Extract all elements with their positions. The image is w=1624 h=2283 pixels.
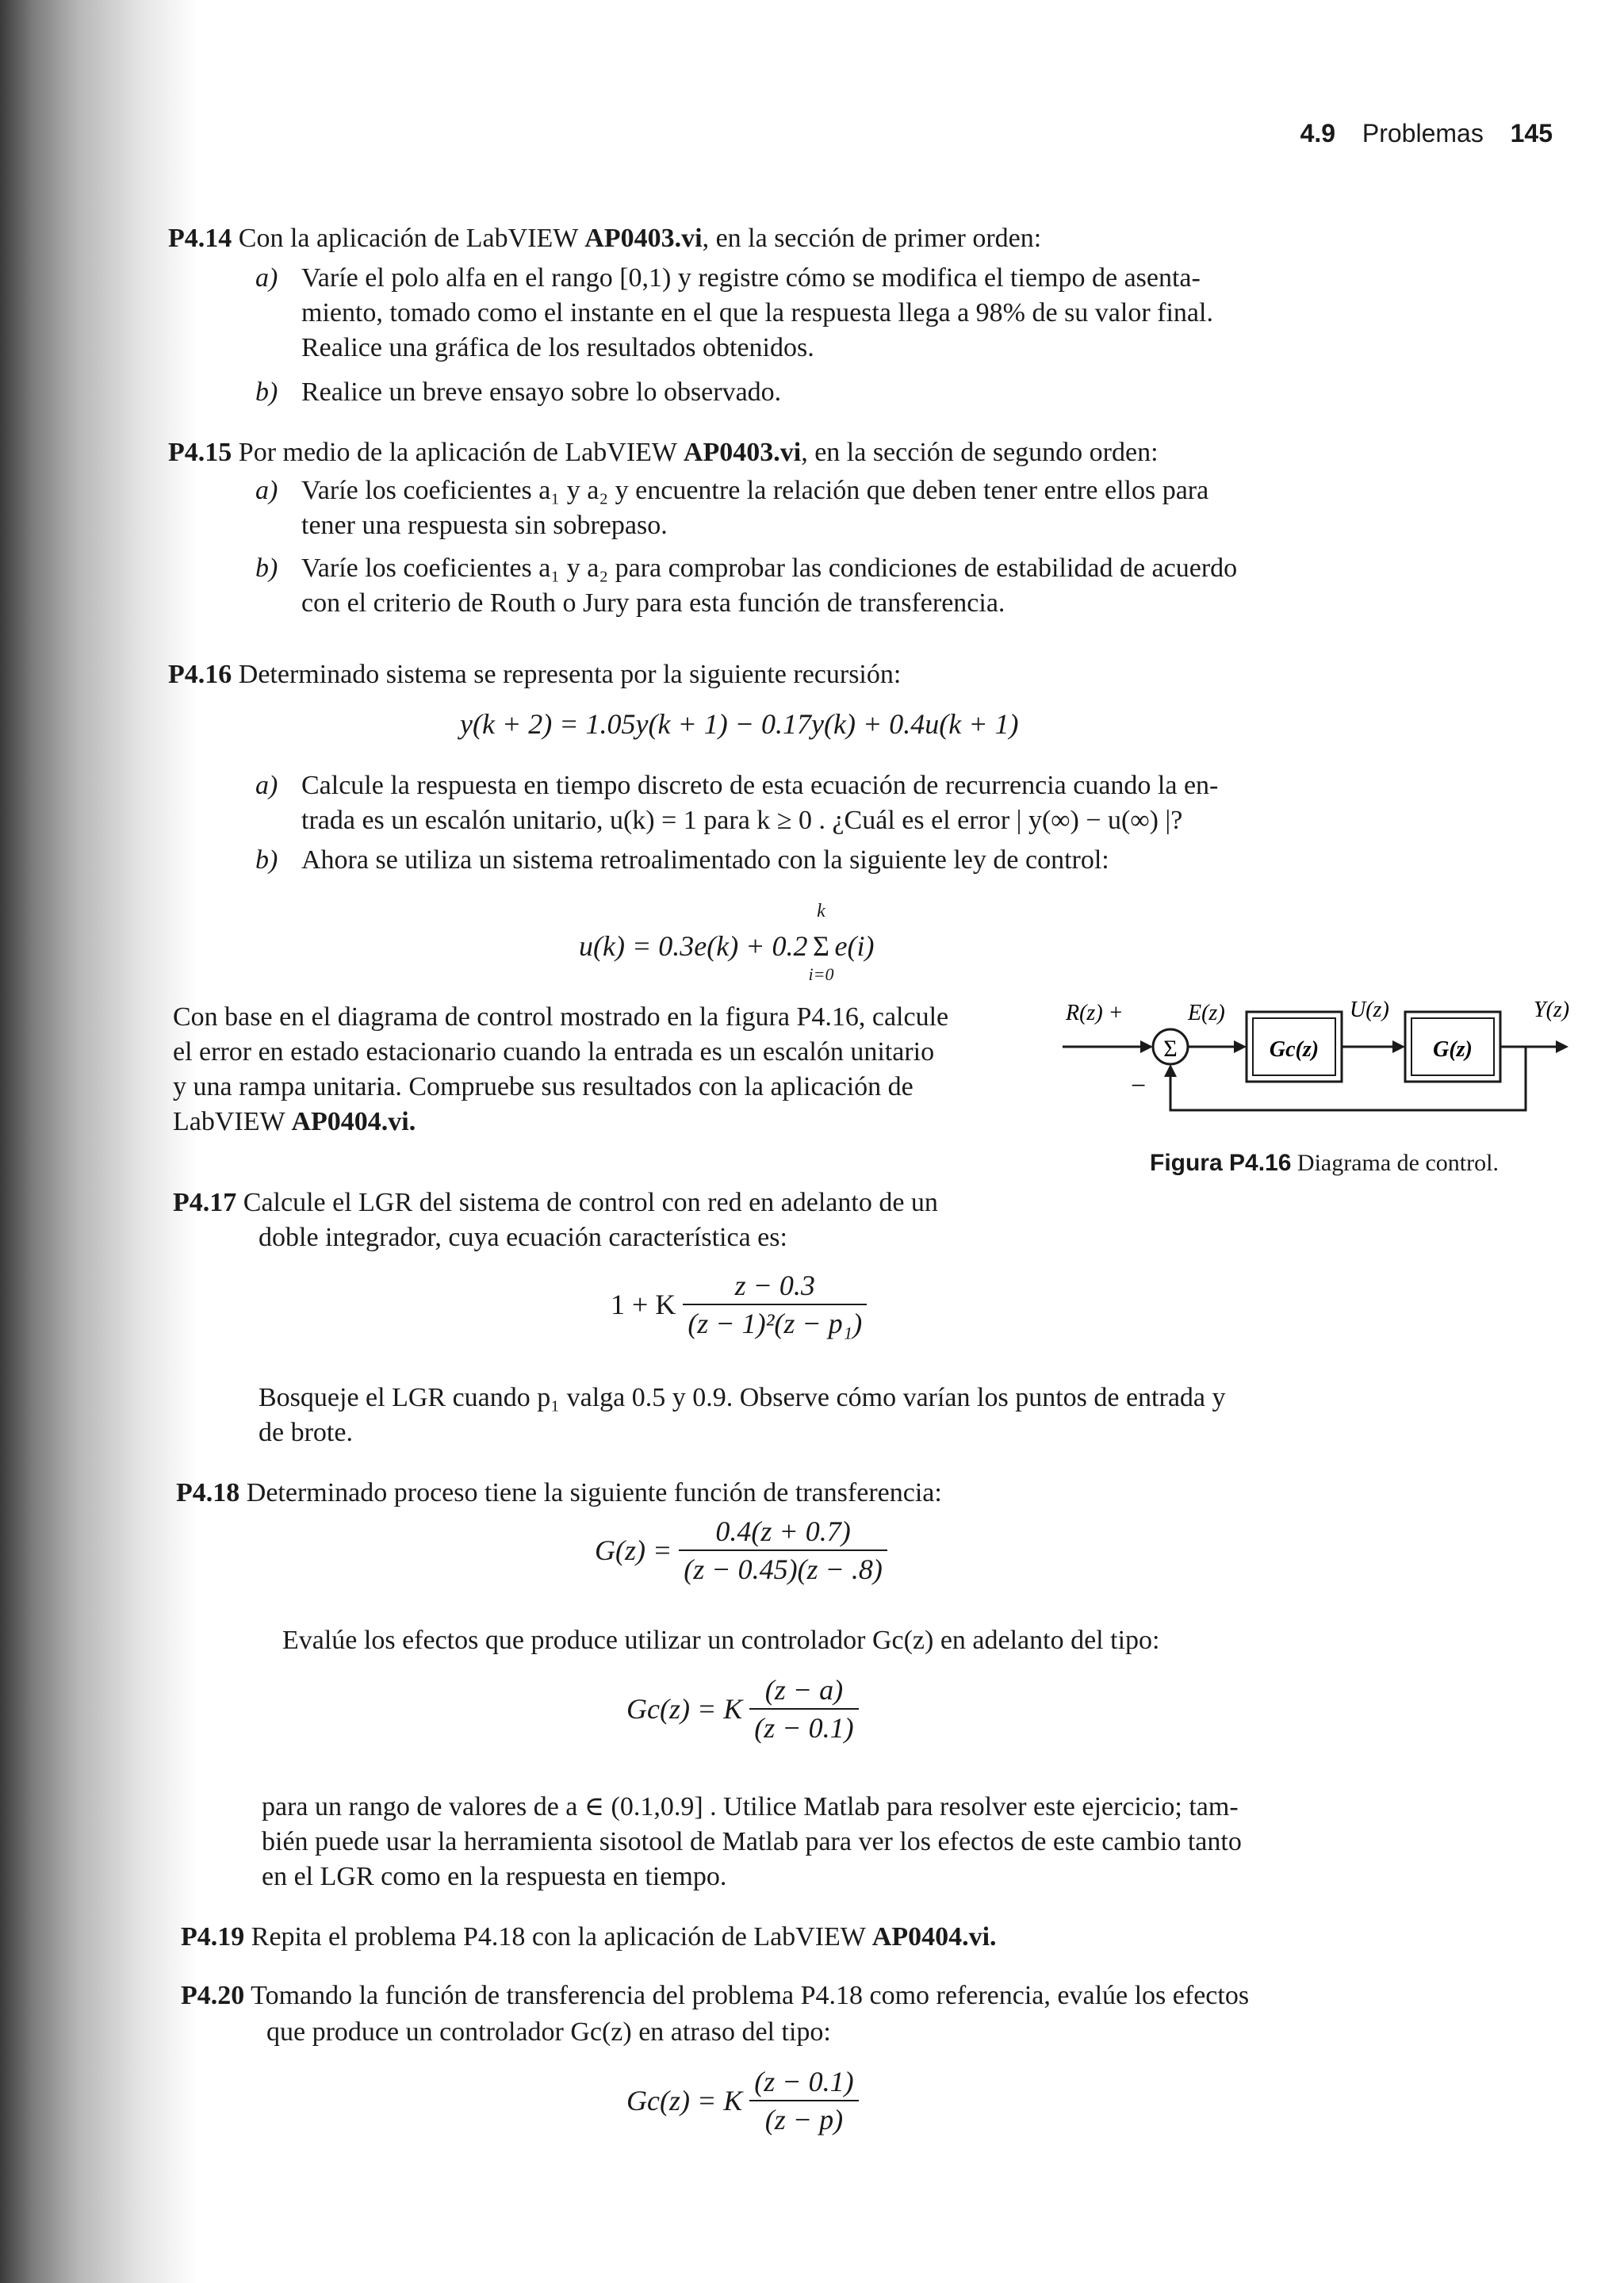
minus-sign: − — [1131, 1071, 1147, 1101]
file-name: AP0403.vi — [683, 438, 802, 467]
item-label: b) — [255, 377, 278, 407]
eq-fraction — [749, 2065, 858, 2136]
eq-numerator: z − 0.3 — [683, 1269, 867, 1305]
problem-intro-end: , en la sección de segundo orden: — [801, 438, 1159, 467]
item-a-line-3: Realice una gráfica de los resultados obtenidos. — [301, 333, 814, 362]
lead-controller-equation — [626, 1673, 859, 1745]
problem-4-20-heading — [181, 1979, 1249, 2013]
problem-intro: Determinado proceso tiene la siguiente función de transferencia: — [246, 1478, 942, 1507]
problem-label: P4.15 — [168, 438, 232, 467]
file-name: AP0404.vi. — [871, 1922, 997, 1952]
sigma-symbol: Σ — [1163, 1036, 1178, 1062]
item-label: a) — [255, 476, 278, 505]
transfer-function-equation — [595, 1515, 887, 1586]
item-label: a) — [255, 263, 278, 293]
problem-line-2: doble integrador, cuya ecuación característica es: — [259, 1223, 787, 1252]
problem-4-16-heading — [168, 658, 901, 691]
item-label: b) — [255, 845, 278, 875]
text-line-1: Con base en el diagrama de control mostrado en la figura P4.16, calcule — [173, 1002, 949, 1032]
eq-denominator: (z − 0.1) — [754, 1712, 854, 1744]
sum-term: e(i) — [834, 930, 875, 962]
eval-text: Evalúe los efectos que produce utilizar un controlador Gc(z) en adelanto del tipo: — [282, 1626, 1160, 1655]
page-binding-shadow — [0, 0, 198, 2283]
problem-4-14-heading — [168, 222, 1041, 255]
control-law-lhs: u(k) = 0.3e(k) + 0.2 — [579, 930, 808, 962]
eq-numerator: (z − a) — [749, 1673, 858, 1710]
eq-lhs: Gc(z) = K — [626, 1693, 743, 1725]
problem-intro: Por medio de la aplicación de LabVIEW — [238, 438, 684, 467]
controller-label: Gc(z) — [1269, 1037, 1320, 1062]
page-number: 145 — [1510, 119, 1553, 147]
text-line-3: y una rampa unitaria. Compruebe sus resultados con la aplicación de — [173, 1072, 914, 1101]
text-line-1: para un rango de valores de a ∈ (0.1,0.9] . Utilice Matlab para resolver este ejercicio; tam- — [262, 1792, 1239, 1821]
eq-lhs: 1 + K — [611, 1289, 676, 1320]
caption-label: Figura P4.16 — [1150, 1150, 1292, 1176]
eq-denominator: (z − p) — [764, 2104, 844, 2136]
text-line-3: en el LGR como en la respuesta en tiempo. — [262, 1862, 727, 1891]
error-label: E(z) — [1188, 1001, 1225, 1025]
file-name: AP0404.vi. — [291, 1107, 416, 1136]
lag-controller-equation — [626, 2065, 859, 2136]
problem-line-1: Calcule el LGR del sistema de control con red en adelanto de un — [243, 1188, 938, 1217]
control-signal-label: U(z) — [1350, 998, 1389, 1022]
eq-fraction — [683, 1269, 867, 1340]
item-a-line-1: Varíe el polo alfa en el rango [0,1) y registre cómo se modifica el tiempo de asenta- — [301, 263, 1201, 293]
item-label: b) — [255, 554, 278, 583]
problem-intro: Con la aplicación de LabVIEW — [238, 224, 585, 253]
problem-label: P4.16 — [168, 660, 232, 689]
output-label: Y(z) — [1534, 998, 1570, 1022]
problem-4-15-heading — [168, 436, 1159, 469]
characteristic-equation — [611, 1269, 867, 1340]
problem-intro: Determinado sistema se representa por la siguiente recursión: — [238, 660, 902, 689]
item-a-line-1: Varíe los coeficientes a₁ y a₂ y encuentre la relación que deben tener entre ellos para — [301, 476, 1209, 505]
item-b-text: Realice un breve ensayo sobre lo observado. — [301, 377, 782, 407]
summation — [807, 901, 834, 984]
problem-label: P4.17 — [173, 1188, 237, 1217]
control-law-equation — [579, 901, 875, 984]
problem-label: P4.20 — [181, 1981, 245, 2010]
item-b-line-1: Varíe los coeficientes a₁ y a₂ para comprobar las condiciones de estabilidad de acuerdo — [301, 554, 1238, 583]
eq-denominator: (z − 1)²(z − p₁) — [688, 1308, 863, 1339]
item-b-line-2: con el criterio de Routh o Jury para esta función de transferencia. — [301, 588, 1005, 618]
sum-upper-limit: k — [817, 901, 825, 921]
sum-symbol: Σ — [813, 930, 829, 962]
item-a-line-2: trada es un escalón unitario, u(k) = 1 para k ≥ 0 . ¿Cuál es el error | y(∞) − u(∞) |? — [301, 806, 1183, 835]
eq-lhs: G(z) = — [595, 1534, 672, 1566]
text-line-4 — [173, 1105, 416, 1139]
problem-intro-end: , en la sección de primer orden: — [702, 224, 1042, 253]
problem-label: P4.19 — [181, 1922, 245, 1952]
recursion-equation: y(k + 2) = 1.05y(k + 1) − 0.17y(k) + 0.4u(k + 1) — [460, 708, 1019, 740]
problem-label: P4.18 — [176, 1478, 240, 1507]
after-line-2: de brote. — [259, 1418, 353, 1447]
text-line-2: el error en estado estacionario cuando la entrada es un escalón unitario — [173, 1037, 935, 1067]
file-name: AP0403.vi — [584, 224, 703, 253]
eq-fraction — [679, 1515, 887, 1586]
running-header — [1300, 119, 1553, 148]
text-prefix: LabVIEW — [173, 1107, 292, 1136]
caption-text: Diagrama de control. — [1297, 1150, 1499, 1176]
problem-4-18-heading — [176, 1477, 942, 1510]
item-label: a) — [255, 771, 278, 800]
eq-denominator: (z − 0.45)(z − .8) — [684, 1553, 883, 1585]
item-a-line-2: miento, tomado como el instante en el que la respuesta llega a 98% de su valor final. — [301, 298, 1213, 328]
problem-4-19 — [181, 1921, 997, 1954]
eq-lhs: Gc(z) = K — [626, 2085, 743, 2116]
after-line-1: Bosqueje el LGR cuando p₁ valga 0.5 y 0.9. Observe cómo varían los puntos de entrada y — [259, 1383, 1226, 1412]
problem-4-17-heading — [173, 1186, 938, 1220]
text-line-2: bién puede usar la herramienta sisotool de Matlab para ver los efectos de este cambio tanto — [262, 1827, 1242, 1856]
eq-fraction — [749, 1673, 858, 1745]
problem-line-2: que produce un controlador Gc(z) en atraso del tipo: — [266, 2017, 831, 2047]
problem-text: Repita el problema P4.18 con la aplicación de LabVIEW — [251, 1922, 872, 1952]
input-label: R(z) + — [1066, 1001, 1124, 1025]
item-b-text: Ahora se utiliza un sistema retroalimentado con la siguiente ley de control: — [301, 845, 1109, 875]
figure-caption — [1150, 1150, 1499, 1177]
section-title: Problemas — [1362, 119, 1484, 147]
control-diagram — [1055, 983, 1578, 1134]
item-a-line-2: tener una respuesta sin sobrepaso. — [301, 511, 668, 540]
eq-numerator: (z − 0.1) — [749, 2065, 858, 2101]
item-a-line-1: Calcule la respuesta en tiempo discreto de esta ecuación de recurrencia cuando la en- — [301, 771, 1219, 800]
section-number: 4.9 — [1300, 119, 1336, 147]
problem-line-1: Tomando la función de transferencia del problema P4.18 como referencia, evalúe los efectos — [251, 1981, 1250, 2010]
problem-label: P4.14 — [168, 224, 232, 253]
eq-numerator: 0.4(z + 0.7) — [679, 1515, 887, 1551]
plant-label: G(z) — [1433, 1037, 1473, 1062]
sum-lower-limit: i=0 — [808, 964, 834, 984]
